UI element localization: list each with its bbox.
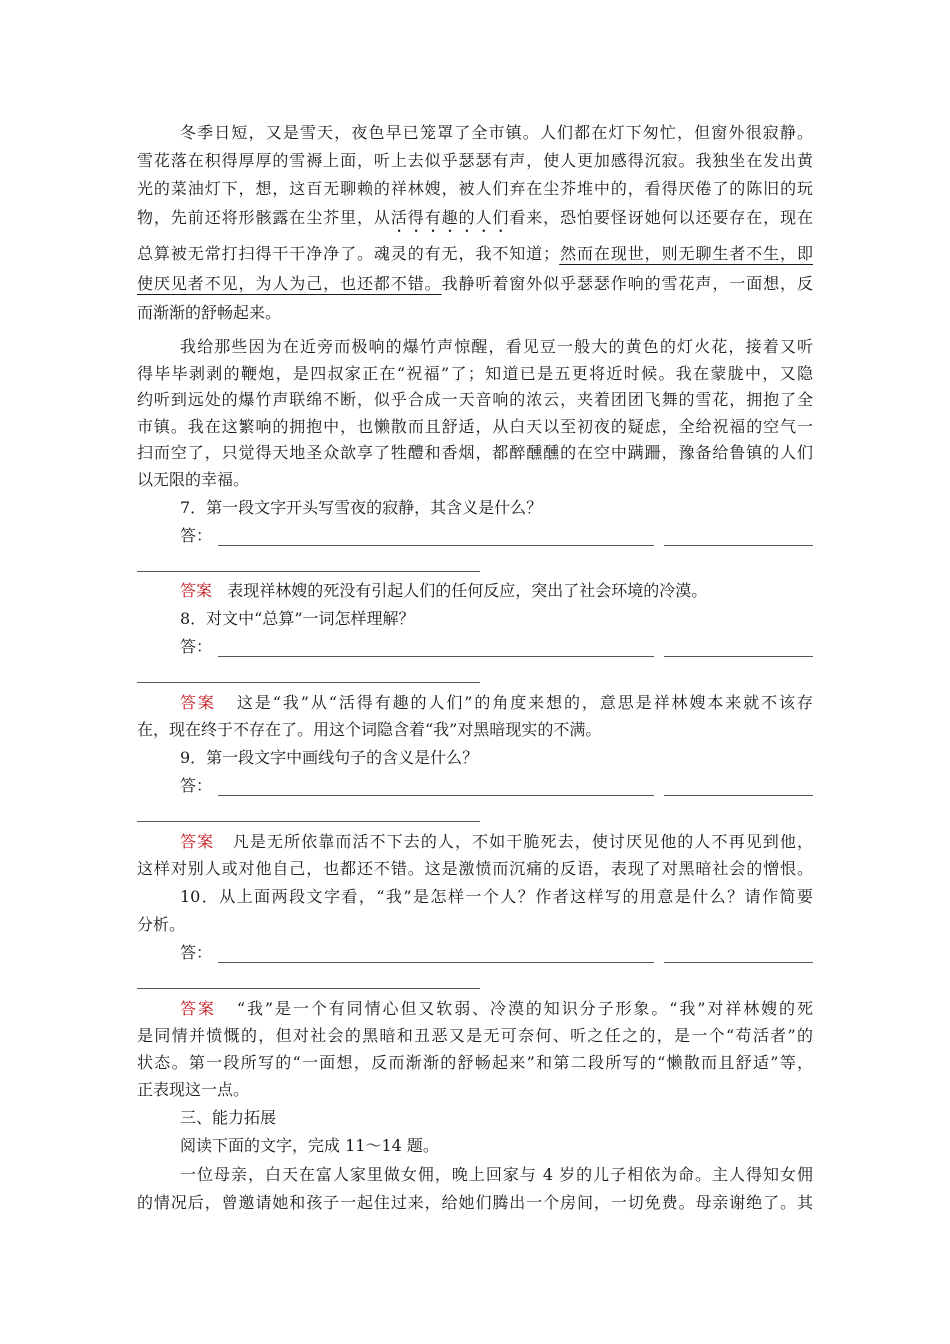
answer-9: 答案 凡是无所依靠而活不下去的人，不如干脆死去，使讨厌见他的人不再见到他， — [180, 832, 813, 851]
answer-10-cont: 是同情并愤慨的，但对社会的黑暗和丑恶又是无可奈何、听之任之的，是一个“苟活者”的 — [137, 1026, 813, 1045]
answer-prefix: 答： — [180, 943, 213, 962]
para2-line: 市镇。我在这繁响的拥抱中，也懒散而且舒适，从白天以至初夜的疑虑，全给祝福的空气一 — [137, 417, 813, 436]
underlined-sentence: 然而在现世，则无聊生者不生，即 — [559, 244, 813, 263]
answer-blank[interactable] — [137, 682, 480, 683]
answer-blank[interactable] — [218, 656, 654, 657]
answer-blank[interactable] — [218, 545, 654, 546]
passage-line: 一位母亲，白天在富人家里做女佣，晚上回家与 4 岁的儿子相依为命。主人得知女佣 — [180, 1165, 813, 1184]
para2-line: 约听到远处的爆竹声联绵不断，似乎合成一天音响的浓云，夹着团团飞舞的雪花，拥抱了全 — [137, 390, 813, 409]
para2-line: 扫而空了，只觉得天地圣众歆享了牲醴和香烟，都醉醺醺的在空中蹒跚，豫备给鲁镇的人们 — [137, 443, 813, 462]
question-8: 8．对文中“总算”一词怎样理解？ — [180, 609, 415, 628]
para2-line: 得毕毕剥剥的鞭炮，是四叔家正在“祝福”了；知道已是五更将近时候。我在蒙胧中，又隐 — [137, 364, 813, 383]
answer-7: 答案 表现祥林嫂的死没有引起人们的任何反应，突出了社会环境的冷漠。 — [180, 581, 708, 600]
answer-10: 答案 “我”是一个有同情心但又软弱、冷漠的知识分子形象。“我”对祥林嫂的死 — [180, 999, 813, 1018]
answer-10-cont: 状态。第一段所写的“一面想，反而渐渐的舒畅起来”和第二段所写的“懒散而且舒适”等， — [137, 1053, 813, 1072]
para1-line: 冬季日短，又是雪天，夜色早已笼罩了全市镇。人们都在灯下匆忙，但窗外很寂静。 — [180, 123, 813, 142]
para1-line: 雪花落在积得厚厚的雪褥上面，听上去似乎瑟瑟有声，使人更加感得沉寂。我独坐在发出黄 — [137, 151, 813, 170]
answer-blank[interactable] — [664, 962, 813, 963]
answer-blank[interactable] — [137, 571, 480, 572]
emphasis-phrase: 活得有趣的人们 — [390, 208, 510, 227]
answer-prefix: 答： — [180, 526, 213, 545]
answer-blank[interactable] — [137, 988, 480, 989]
para1-line: 使厌见者不见，为人为己，也还都不错。我静听着窗外似乎瑟瑟作响的雪花声，一面想，反 — [137, 274, 813, 293]
answer-blank[interactable] — [137, 821, 480, 822]
answer-blank[interactable] — [664, 656, 813, 657]
answer-prefix: 答： — [180, 776, 213, 795]
para1-line: 总算被无常打扫得干干净净了。魂灵的有无，我不知道；然而在现世，则无聊生者不生，即 — [137, 244, 813, 263]
answer-10-cont: 正表现这一点。 — [137, 1080, 250, 1099]
passage-line: 的情况后，曾邀请她和孩子一起住过来，给她们腾出一个房间，一切免费。母亲谢绝了。其 — [137, 1193, 813, 1212]
section-heading: 三、能力拓展 — [180, 1108, 277, 1127]
answer-blank[interactable] — [664, 545, 813, 546]
para1-line: 而渐渐的舒畅起来。 — [137, 303, 282, 322]
question-10-cont: 分析。 — [137, 915, 186, 934]
question-9: 9．第一段文字中画线句子的含义是什么？ — [180, 748, 479, 767]
answer-blank[interactable] — [664, 795, 813, 796]
answer-label: 答案 — [180, 693, 216, 712]
answer-prefix: 答： — [180, 637, 213, 656]
answer-8: 答案 这是“我”从“活得有趣的人们”的角度来想的，意思是祥林嫂本来就不该存 — [180, 693, 813, 712]
para1-line: 光的菜油灯下，想，这百无聊赖的祥林嫂，被人们弃在尘芥堆中的，看得厌倦了的陈旧的玩 — [137, 179, 813, 198]
answer-8-cont: 在，现在终于不存在了。用这个词隐含着“我”对黑暗现实的不满。 — [137, 720, 602, 739]
para2-line: 我给那些因为在近旁而极响的爆竹声惊醒，看见豆一般大的黄色的灯火花，接着又听 — [180, 337, 813, 356]
answer-label: 答案 — [180, 832, 215, 851]
question-10: 10．从上面两段文字看，“我”是怎样一个人？作者这样写的用意是什么？请作简要 — [180, 887, 813, 906]
answer-label: 答案 — [180, 581, 213, 600]
answer-blank[interactable] — [218, 962, 654, 963]
underlined-sentence: 使厌见者不见，为人为己，也还都不错。 — [137, 274, 442, 293]
question-7: 7．第一段文字开头写雪夜的寂静，其含义是什么？ — [180, 498, 543, 517]
para1-line: 物，先前还将形骸露在尘芥里，从活得有趣的人们看来，恐怕要怪讶她何以还要存在，现在 — [137, 208, 813, 227]
para2-line: 以无限的幸福。 — [137, 470, 250, 489]
section-instruction: 阅读下面的文字，完成 11～14 题。 — [180, 1136, 439, 1155]
answer-label: 答案 — [180, 999, 216, 1018]
answer-blank[interactable] — [218, 795, 654, 796]
answer-9-cont: 这样对别人或对他自己，也都还不错。这是激愤而沉痛的反语，表现了对黑暗社会的憎恨。 — [137, 859, 813, 878]
